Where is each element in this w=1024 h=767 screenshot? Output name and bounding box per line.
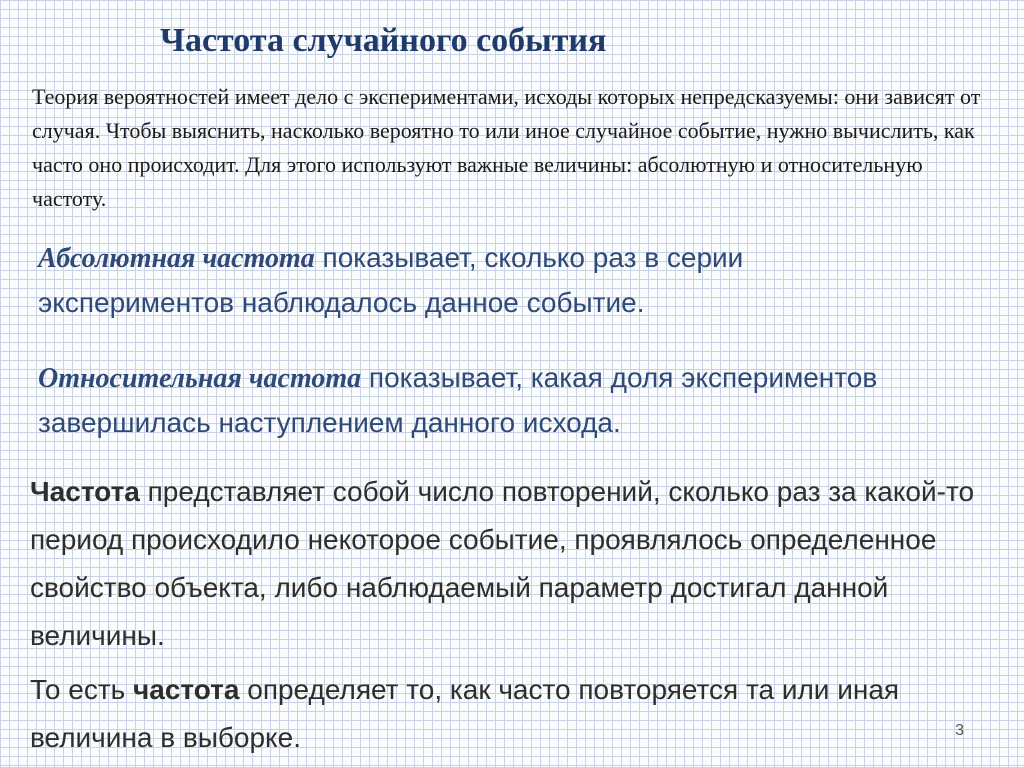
relative-frequency-definition xyxy=(38,356,938,445)
intro-paragraph: Теория вероятностей имеет дело с экспериментами, исходы которых непредсказуемы: они зависят от случая. Чтобы выяснить, насколько вероятно то или иное случайное событие, нужно вычислить, как часто оно происходит. Для этого используют важные величины: абсолютную и относительную частоту. xyxy=(32,84,981,211)
conclusion-prefix: То есть xyxy=(30,674,134,705)
conclusion-text: определяет то, как часто повторяется та или иная величина в выборке. xyxy=(30,674,900,753)
frequency-term: Частота xyxy=(30,476,140,507)
slide-title: Частота случайного события xyxy=(160,22,607,59)
absolute-frequency-definition xyxy=(38,236,938,325)
relative-frequency-term: Относительная частота xyxy=(38,363,362,394)
frequency-definition xyxy=(30,468,990,660)
frequency-conclusion xyxy=(30,666,990,762)
conclusion-term: частота xyxy=(133,674,240,705)
relative-frequency-text: показывает, какая доля экспериментов завершилась наступлением данного исхода. xyxy=(38,362,878,438)
frequency-text: представляет собой число повторений, сколько раз за какой-то период происходило некоторое событие, проявлялось определенное свойство объекта, либо наблюдаемый параметр достигал данной величины. xyxy=(30,476,975,651)
absolute-frequency-term: Абсолютная частота xyxy=(38,243,315,274)
absolute-frequency-text: показывает, сколько раз в серии экспериментов наблюдалось данное событие. xyxy=(38,242,744,318)
page-number: 3 xyxy=(955,722,964,739)
